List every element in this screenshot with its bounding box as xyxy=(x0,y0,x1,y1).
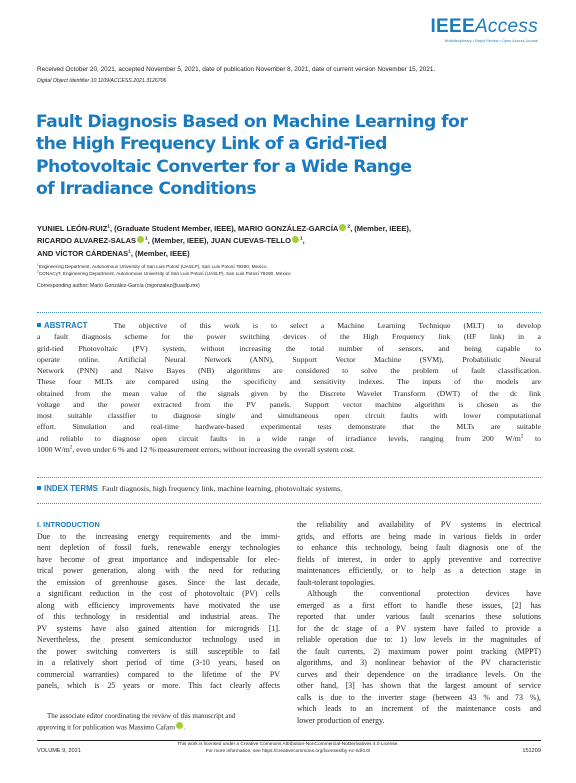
body-line: to enhance this technology, being fault diagnosis one of the xyxy=(297,543,541,552)
logo-wordmark xyxy=(430,16,538,38)
orcid-icon[interactable] xyxy=(176,722,183,729)
body-line: Although the conventional protection devices have xyxy=(307,589,541,598)
footnote-period: . xyxy=(184,723,186,732)
abstract-line xyxy=(37,433,541,444)
body-line: commercial warranties) compared to the lifetime of the PV xyxy=(37,669,280,679)
orcid-icon[interactable] xyxy=(137,236,144,243)
paper-title xyxy=(36,111,468,201)
body-line: Due to the increasing energy requirements and the immi- xyxy=(37,531,280,541)
abstract-block xyxy=(37,320,541,455)
affiliation-item xyxy=(37,270,291,277)
square-bullet-icon xyxy=(37,323,41,327)
body-line: algorithms, and 3) nonlinear behavior of the PV characteristic xyxy=(297,658,541,667)
affiliation-mark: 1 xyxy=(37,262,39,267)
author-affil-mark: 2 xyxy=(347,224,351,230)
author-affil-mark: 1 xyxy=(107,224,110,230)
superscript: 2 xyxy=(520,433,524,439)
body-line: a significant reduction in the cost of photovoltaic (PV) cells xyxy=(37,589,280,598)
section-heading: I. INTRODUCTION xyxy=(37,520,100,529)
body-line: have become of great importance and indispensable for elec- xyxy=(37,554,280,564)
author-role: , (Member, IEEE), xyxy=(350,224,411,233)
abstract-line: grid-tied Photovoltaic (PV) system, without increasing the total number of sensors, and being capable to xyxy=(37,343,541,353)
footer-rule xyxy=(37,740,541,741)
abstract-line: Network (PNN) and Naive Bayes (NB) algorithms are considered to solve the problem of fault classification. xyxy=(37,366,541,375)
section-divider xyxy=(37,312,541,313)
body-line: lower production of energy. xyxy=(297,715,385,725)
author-role: , (Member, IEEE), xyxy=(147,236,211,246)
logo-tagline: Multidisciplinary • Rapid Review • Open Access Journal xyxy=(444,39,538,43)
footnote-text: approving it for publication was Massimo Cafaro xyxy=(37,723,176,732)
orcid-icon[interactable] xyxy=(292,236,299,243)
body-line: along with efficiency improvements have motivated the use xyxy=(37,600,280,610)
abstract-line: most suitable classifier to diagnose single and simultaneous open circuit faults with lower computational xyxy=(37,411,541,420)
footnote-line: The associate editor coordinating the review of this manuscript and xyxy=(47,712,236,720)
index-terms-text: Fault diagnosis, high frequency link, machine learning, photovoltaic systems. xyxy=(101,484,343,493)
body-line: in a relatively short period of time (3-10 years, based on xyxy=(37,658,280,667)
section-divider xyxy=(37,503,541,504)
body-line: the emission of greenhouse gases. Since the last decade, xyxy=(37,577,280,587)
body-line: the fault currents, 2) maximum power point tracking (MPPT) xyxy=(297,646,541,656)
affiliations xyxy=(37,263,291,278)
author-line xyxy=(37,248,547,260)
ieee-access-logo xyxy=(430,16,538,43)
license-line: This work is licensed under a Creative Commons Attribution-NonCommercial-NoDerivatives 4.0 License. xyxy=(177,742,399,747)
abstract-line xyxy=(37,320,541,331)
author-affil-mark: 1 xyxy=(299,236,303,242)
body-line: calls is due to the inverter stage (between 43 % and 73 %), xyxy=(297,692,541,702)
body-line: fields of interest, in order to apply preventive and corrective xyxy=(297,554,541,564)
body-line: of this technology in residential and industrial areas. The xyxy=(37,612,280,621)
body-line: reported that under various fault scenarios these solutions xyxy=(297,612,541,621)
index-terms-label: INDEX TERMS xyxy=(44,484,98,493)
body-line: maintenances efficiently, or to help as a detection stage in xyxy=(297,566,541,575)
author-name: MARIO GONZÁLEZ-GARCÍA xyxy=(237,224,339,233)
logo-ieee: IEEE xyxy=(430,16,475,37)
author-role: , xyxy=(302,236,305,246)
editor-footnote xyxy=(37,711,280,734)
author-name: JUAN CUEVAS-TELLO xyxy=(210,236,291,246)
abstract-text: and reliable to diagnose open circuit faults in a wide range of irradiance levels, ranging from 200 W/m xyxy=(37,433,521,443)
author-name: YUNIEL LEÓN-RUIZ xyxy=(37,224,108,233)
author-affil-mark: 1 xyxy=(145,236,148,242)
abstract-line: These four MLTs are compared using the specificity and sensitivity indexes. The inputs of the models are xyxy=(37,377,541,387)
body-line: for the dc stage of a PV system have failed to provide a xyxy=(297,623,541,633)
body-line: emerged as a first effort to handle these issues, [2] has xyxy=(297,600,541,610)
abstract-line: effort. Simulation and real-time hardware-based experimental tests demonstrate that the MLTs are suitable xyxy=(37,422,541,432)
doi-identifier: Digital Object Identifier 10.1109/ACCESS.2021.3126706 xyxy=(37,78,167,84)
page-number: 151209 xyxy=(522,748,541,754)
author-name: VÍCTOR CÁRDENAS xyxy=(55,248,129,258)
abstract-line xyxy=(37,444,541,455)
body-line: trical power generation, along with the need for reducing xyxy=(37,566,280,575)
abstract-line: a fault diagnosis scheme for the power switching devices of the High Frequency link (HF link) in a xyxy=(37,332,541,342)
author-line xyxy=(37,223,547,235)
superscript: 2 xyxy=(69,445,73,451)
abstract-line: obtained from the mean value of the signals given by the Discrete Wavelet Transform (DWT) of the dc link xyxy=(37,388,541,398)
body-line: nent depletion of fossil fuels, renewable energy technologies xyxy=(37,543,280,552)
author-affil-mark: 1 xyxy=(128,249,131,255)
abstract-line: voltage and the power extracted from the PV panels. Support vector machine algorithm is chosen as the xyxy=(37,399,541,409)
body-line: fault-tolerant topologies. xyxy=(297,577,376,587)
corresponding-author: Corresponding author: Mario González-García (mgonzalez@uaslp.mx) xyxy=(37,283,200,289)
author-role: , (Member, IEEE) xyxy=(130,248,190,258)
body-line: the power switching converters is still susceptible to fail xyxy=(37,646,280,656)
license-notice xyxy=(0,742,576,755)
body-line: the reliability and availability of PV systems in electrical xyxy=(297,520,541,529)
body-line: reliable operation due to: 1) low levels in the magnitudes of xyxy=(297,635,541,644)
footnote-line xyxy=(37,722,280,734)
body-line: other hand, [3] has shown that the largest amount of service xyxy=(297,681,541,690)
body-line: PV systems have also gained attention for microgrids [1]. xyxy=(37,623,280,633)
body-line: grids, and efforts are being made in various fields in order xyxy=(297,531,541,541)
left-column xyxy=(37,519,280,692)
affiliation-item xyxy=(37,263,291,270)
orcid-icon[interactable] xyxy=(339,224,346,231)
title-line: of Irradiance Conditions xyxy=(36,179,257,200)
publication-dates: Received October 20, 2021, accepted November 5, 2021, date of publication November 8, 2021, date of current version November 15, 2021. xyxy=(37,66,436,73)
section-divider xyxy=(37,477,541,478)
author-line xyxy=(37,235,547,247)
body-line: curves and their dependence on the irradiance levels. On the xyxy=(297,669,541,679)
abstract-label: ABSTRACT xyxy=(44,321,88,330)
author-list xyxy=(37,223,547,260)
license-link[interactable]: For more information, see https://creativecommons.org/licenses/by-nc-nd/4.0/ xyxy=(205,748,371,754)
abstract-text: 1000 W/m xyxy=(37,444,70,454)
affiliation-text: CONACyT, Engineering Department, Autonomous University of San Luis Potosí (UASLP), San Luis Potosí 78290, Mexico xyxy=(38,271,291,277)
body-line: panels, which is 25 years or more. This fact clearly affects xyxy=(37,681,280,690)
title-line: Fault Diagnosis Based on Machine Learning for xyxy=(36,112,468,132)
right-column xyxy=(297,519,541,726)
abstract-line: operate online. Artificial Neural Network (ANN), Support Vector Machine (SVM), Probabilistic Neural xyxy=(37,354,541,364)
logo-access: Access xyxy=(474,16,538,37)
title-line: Photovoltaic Converter for a Wide Range xyxy=(36,156,412,177)
body-line: which leads to an increment of the maintenance costs and xyxy=(297,704,541,713)
abstract-text: The objective of this work is to select a Machine Learning Technique (MLT) to develop xyxy=(113,321,542,330)
author-name: RICARDO ALVAREZ-SALAS xyxy=(37,236,137,246)
affiliation-mark: 2 xyxy=(37,269,39,274)
square-bullet-icon xyxy=(37,486,41,490)
abstract-text: to xyxy=(523,433,542,443)
abstract-text: , even under 6 % and 12 % measurement errors, without increasing the overall system cost. xyxy=(72,444,356,454)
body-line: Nevertheless, the present semiconductor technology used in xyxy=(37,635,280,644)
index-terms xyxy=(37,484,342,493)
author-role: , (Graduate Student Member, IEEE), xyxy=(109,224,238,233)
volume-label: VOLUME 9, 2021 xyxy=(37,748,81,754)
author-conjunction: AND xyxy=(37,248,56,258)
title-line: the High Frequency Link of a Grid-Tied xyxy=(36,134,387,155)
affiliation-text: Engineering Department, Autonomous University of San Luis Potosí (UASLP), San Luis Potosí 78290, Mexico xyxy=(38,264,267,269)
